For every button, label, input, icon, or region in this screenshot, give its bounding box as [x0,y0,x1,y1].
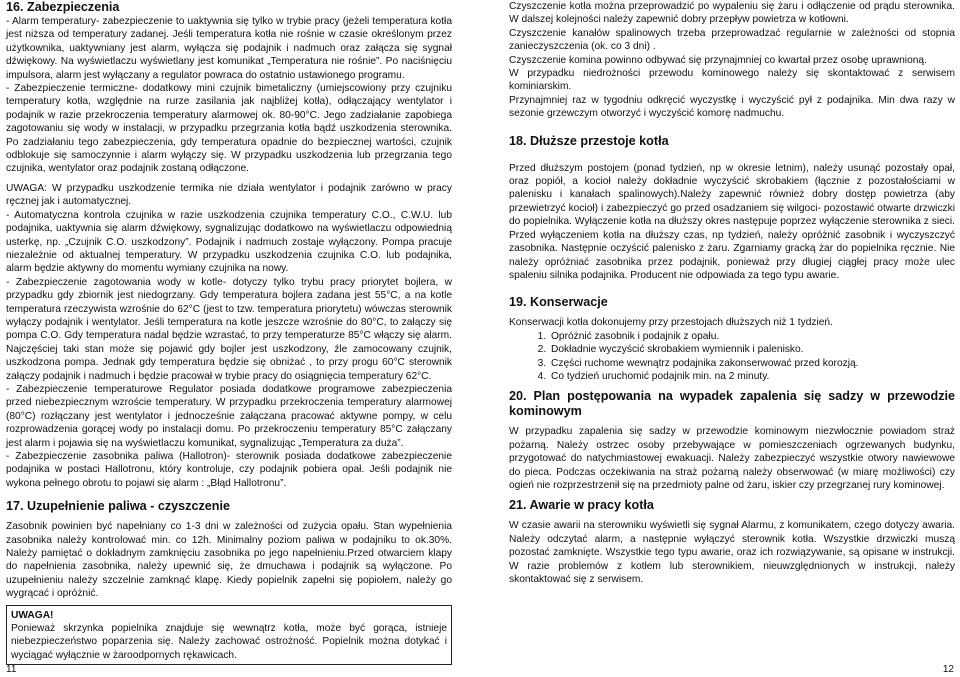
warning-box-text: Ponieważ skrzynka popielnika znajduje się wewnątrz kotła, może być gorąca, istnieje niebezpieczeństwo poparzenia się. Należy zachować ostrożność. Popielnik można dotykać i wyciągać wyłącznie w żaroodpornych rękawicach. [11,623,447,661]
warning-box-label: UWAGA! [11,609,54,621]
refill-paragraph: Zasobnik powinien być napełniany co 1-3 dni w zależności od zużycia opału. Stan wypełnienia zasobnika należy kontrolować min. co 12h. Minimalny poziom paliwa w podajniku to ok.30%. Należy pamiętać o dokładnym zamknięciu zasobnika po jego napełnieniu.Przed otwarciem klapy do napełnienia zasobnika, należy upewnić się, że dmuchawa i podajnik są wyłączone. Po uzupełnieniu należy szczelnie zamknąć klapę. Kiedy popielnik zapełni się popiołem, należy go wygrącać i opróżnić. [6,521,452,600]
temperature-alarm-paragraph: - Alarm temperatury- zabezpieczenie to uaktywnia się tylko w trybie pracy (jeżeli temperatura kotła jest niższa od temperatury zadanej. Jeśli temperatura kotła nie rośnie w czasie określonym przez użytkownika, uaktywniany jest alarm, wyłącza się podajnik i nadmuch oraz załącza się sygnał dźwiękowy. Na wyświetlaczu wyświetlany jest komunikat „Temperatura nie rośnie”. Po naciśnięciu impulsora, alarm jest wyłączany a regulator powraca do ostatnio ustawionego programu. [6,16,452,81]
cleaning-paragraph-5: Przynajmniej raz w tygodniu odkręcić wyczystkę i wyczyścić pył z podajnika. Min dwa razy w sezonie grzewczym otworzyć i wyczyścić komorę nadmuchu. [509,94,955,120]
hallotron-paragraph: - Zabezpieczenie zasobnika paliwa (Hallotron)- sterownik posiada dodatkowe zabezpieczenie podajnika w postaci Hallotronu, który kontroluje, czy podajnik pobiera opał. Jeśli podajnik nie wykona pełnego obrotu to pojawi się alarm : „Błąd Hallotronu”. [6,451,452,489]
list-item: 4. Co tydzień uruchomić podajnik min. na 2 minuty. [549,370,955,383]
failures-paragraph: W czasie awarii na sterowniku wyświetli się sygnał Alarmu, z komunikatem, czego dotyczy awaria. Należy odczytać alarm, a następnie wyłączyć sterownik kotła. Wszystkie drzwiczki muszą pozostać zamknięte. Wszystkie tego typu awarie, oraz ich rozwiązywanie, są opisane w instrukcji. W razie problemów z kotłem lub sterownikiem, nieuwzględnionych w instrukcji, należy skontaktować się z serwisem. [509,520,955,585]
section-20-title: 20. Plan postępowania na wypadek zapalenia się sadzy w przewodzie kominowym [509,389,955,419]
section-19-title: 19. Konserwacje [509,295,608,310]
section-16-title: 16. Zabezpieczenia [6,0,120,14]
maintenance-list [509,330,955,384]
page-number-left: 11 [6,664,17,675]
chimney-fire-paragraph: W przypadku zapalenia się sadzy w przewodzie kominowym niezwłocznie powiadom straż pożarną. Należy ostrzec osoby przebywające w pomieszczeniach ogrzewanych budynku, przygotować do natychmiastowej ewakuacji. Należy zabezpieczyć wszystkie otwory nawiewowe do pieca. Podczas oczekiwania na straż pożarną należy obserwować (w miarę możliwości) czy ogień nie rozprzestrzenił się na przedmioty palne od żaru, iskier czy przegrzanej rury kominowej. [509,426,955,491]
page-number-right: 12 [942,664,954,675]
cleaning-paragraph-1: Czyszczenie kotła można przeprowadzić po wypaleniu się żaru i odłączenie od prądu sterownika. W dalszej kolejności należy zapewnić dobry przepływ powietrza w kotłowni. [509,1,955,26]
section-21-title: 21. Awarie w pracy kotła [509,498,654,513]
warning-paragraph [6,182,452,209]
thermal-protection-paragraph: - Zabezpieczenie termiczne- dodatkowy mini czujnik bimetaliczny (umiejscowiony przy czujniku temperatury kotła, względnie na rurze zasilania jak najbliżej kotła), odłączający wentylator i podajnik w razie przekroczenia temperatury alarmowej ok. 80-90°C. Jego zadziałanie zapobiega zagotowaniu się wody w instalacji, w przypadku przegrzania kotła bądź uszkodzenia sterownika. Po zadziałaniu tego zabezpieczenia, gdy temperatura opadnie do bezpiecznej wartości, czujnik odblokuje się samoczynnie i alarm wyłączy się. W przypadku uszkodzenia lub przegrzania tego czujnika, wentylator oraz podajnik zostaną odłączone. [6,83,452,175]
temperature-protection-paragraph: - Zabezpieczenie temperaturowe Regulator posiada dodatkowe programowe zabezpieczenia przed niebezpiecznym wzroście temperatury. W przypadku przekroczenia temperatury alarmowej (80°C) rozłączany jest wentylator i jednocześnie załączana pracować aktywne pompy, w celu rozprowadzenia gorącej wody po instalacji domu. Po przekroczeniu temperatury 85°C załączany jest alarm i pojawia się na wyświetlaczu komunikat, sygnalizując „Temperatura za duża”. [6,383,452,449]
downtime-paragraph: Przed dłuższym postojem (ponad tydzień, np w okresie letnim), należy usunąć pozostały opał, oraz popiół, a kocioł należy dokładnie wyczyścić skrobakiem (łącznie z pozostałościami w palenisku i kanałach spalinowych).Należy zapewnić również dobry dostęp powietrza (aby przewietrzyć kocioł) i zabezpieczyć go przed osadzaniem się wilgoci- pozostawić otwarte drzwiczki do popielnika. Wyłączenie kotła na dłuższy okres następuje poprzez wyłączenie sterownika z sieci. Przed wyłączeniem kotła na dłuższy czas, np tydzień, należy opróżnić zasobnik i wyczyszczyć zasobnika. Następnie oczyścić palenisko z żaru. Zgarniamy gracką żar do popielnika ręcznie. Nie należy opróżniać zasobnika przez podajnik, ponieważ przy długiej ciągłej pracy może ulec spaleniu silnika podajnika. Producent nie odpowiada za tego typu awarie. [509,162,955,281]
warning-box [6,605,452,666]
maintenance-intro: Konserwacji kotła dokonujemy przy przestojach dłuższych niż 1 tydzień. [509,317,833,329]
section-17-title: 17. Uzupełnienie paliwa - czyszczenie [6,499,230,514]
list-item: 3. Części ruchome wewnątrz podajnika zakonserwować przed korozją. [549,357,955,370]
sensor-control-paragraph: - Automatyczna kontrola czujnika w razie uszkodzenia czujnika temperatury C.O., C.W.U. lub podajnika, uaktywnia się alarm dźwiękowy, sygnalizując dodatkowo na wyświetlaczu odpowiednią usterkę, np. „Czujnik C.O. uszkodzony”. Podajnik i nadmuch zostaje wyłączony. Pompa pracuje niezależnie od aktualnej temperatury. W przypadku uszkodzenia czujnika C.O. lub podajnika, alarm będzie aktywny do momentu wymiany czujnika na nowy. [6,209,452,275]
cleaning-paragraph-3: Czyszczenie komina powinno odbywać się przynajmniej co kwartał przez osobę uprawnioną. [509,54,927,66]
cleaning-paragraph-2: Czyszczenie kanałów spalinowych trzeba przeprowadzać regularnie w zależności od stopnia zanieczyszczenia (ok. co 3 dni) . [509,27,955,53]
cleaning-paragraph-4: W przypadku niedrożności przewodu kominowego należy się skontaktować z serwisem kominiarskim. [509,68,955,93]
left-column [6,0,452,665]
list-item: 1. Opróżnić zasobnik i podajnik z opału. [549,330,955,343]
warning-text: : W przypadku uszkodzenie termika nie działa wentylator i podajnik zarówno w pracy ręcznej jak i automatycznej. [6,182,452,208]
boiling-protection-paragraph: - Zabezpieczenie zagotowania wody w kotle- dotyczy tylko trybu pracy priorytet bojlera, w przypadku gdy zbiornik jest niedogrzany. Gdy temperatura bojlera zadana jest 55°C, a na kotle temperatura rzeczywista wzrośnie do 62°C (jest to tzw. temperatura priorytetu) wówczas sterownik wyłączy podajnik i wentylator. Jeśli temperatura na kotle jeszcze wzrośnie do 80°C, to załączy się pompa C.O. Gdy temperatura nadal będzie wzrastać, to przy temperaturze 85°C włączy się alarm. Najczęściej taki stan może się pojawić gdy bojler jest uszkodzony, źle zamocowany czujnik, uszkodzona pompa. Jednak gdy temperatura będzie się obniżać , to przy progu 60°C sterownik załączy podajnik i nadmuch i będzie pracował w trybie pracy do osiągnięcia temperatury 62°C. [6,276,452,382]
warning-label: UWAGA [6,182,45,194]
list-item: 2. Dokładnie wyczyścić skrobakiem wymiennik i palenisko. [549,343,955,356]
section-18-title: 18. Dłuższe przestoje kotła [509,133,669,148]
right-column [509,0,955,586]
